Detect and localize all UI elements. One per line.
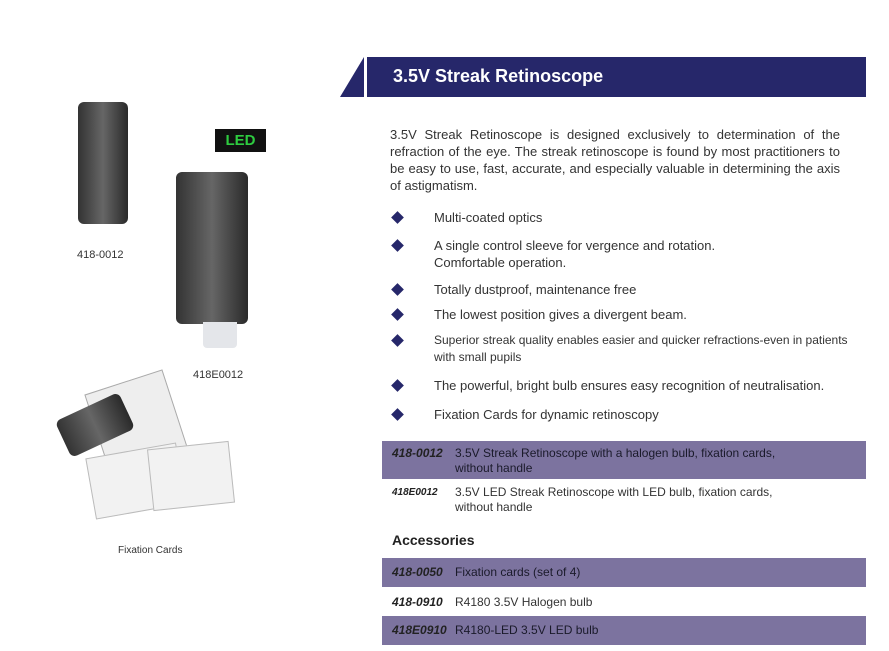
diamond-bullet-icon xyxy=(391,408,404,421)
diamond-bullet-icon xyxy=(391,379,404,392)
diamond-bullet-icon xyxy=(391,239,404,252)
image-label: Fixation Cards xyxy=(118,545,183,556)
page-title: 3.5V Streak Retinoscope xyxy=(393,66,604,86)
product-row: 418E0012 3.5V LED Streak Retinoscope with LED bulb, fixation cards, without handle xyxy=(392,485,773,514)
product-row: 418-0012 3.5V Streak Retinoscope with a halogen bulb, fixation cards, without handle xyxy=(382,441,866,479)
retinoscope-led-image xyxy=(176,172,248,324)
accessory-row: 418-0910 R4180 3.5V Halogen bulb xyxy=(392,595,593,609)
fixation-card-image xyxy=(147,441,235,511)
diamond-bullet-icon xyxy=(391,283,404,296)
accessory-row: 418E0910 R4180-LED 3.5V LED bulb xyxy=(382,616,866,645)
image-label: 418E0012 xyxy=(193,369,244,381)
diamond-bullet-icon xyxy=(391,334,404,347)
retinoscope-halogen-image xyxy=(78,102,128,224)
image-label: 418-0012 xyxy=(77,249,124,261)
accessories-heading: Accessories xyxy=(392,532,475,548)
diamond-bullet-icon xyxy=(391,211,404,224)
retinoscope-sleeve xyxy=(203,322,237,348)
section-header xyxy=(340,57,866,97)
diamond-bullet-icon xyxy=(391,308,404,321)
led-badge: LED xyxy=(215,129,266,152)
product-description: 3.5V Streak Retinoscope is designed exclusively to determination of the refraction of the eye. The streak retinoscope is found by most practitioners to be easy to use, fast, accurate, and especially valuable in determining the axis of astigmatism. xyxy=(390,127,840,193)
accessory-row: 418-0050 Fixation cards (set of 4) xyxy=(382,558,866,587)
